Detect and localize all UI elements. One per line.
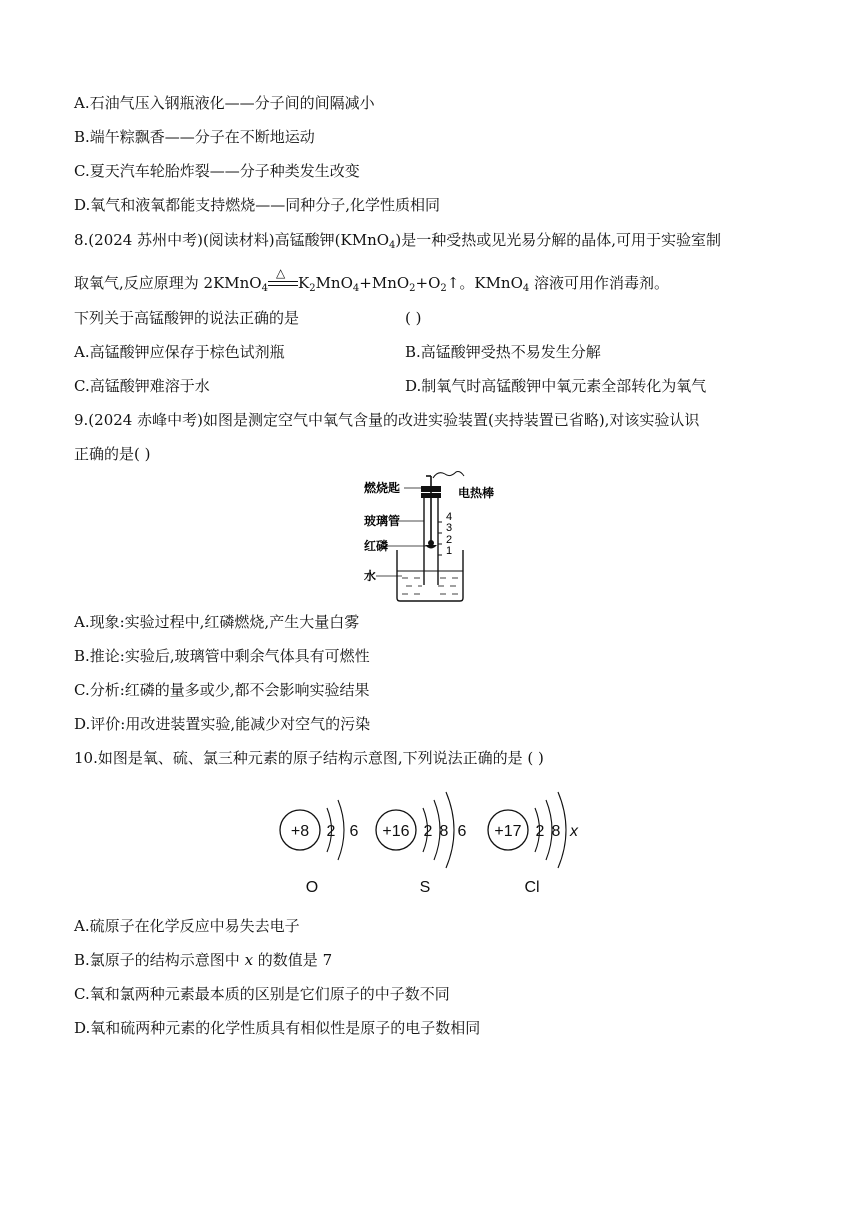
atom-s-symbol: S xyxy=(419,879,431,896)
q10-option-c: C.氧和氯两种元素最本质的区别是它们原子的中子数不同 xyxy=(74,985,450,1003)
q10-option-b: B.氯原子的结构示意图中 x 的数值是 7 xyxy=(74,951,333,969)
q8-stem-line2: 取氧气,反应原理为 2KMnO$_4$ △ $K_2MnO_4+MnO_2+O_2↑$。KMnO$_4$ 溶液可用作消毒剂。 xyxy=(74,273,669,293)
heat-equal-sign xyxy=(268,266,298,291)
q10-stem: 10.如图是氧、硫、氯三种元素的原子结构示意图,下列说法正确的是 ( ) xyxy=(74,749,544,767)
q9-stem-line2: 正确的是( ) xyxy=(74,445,151,463)
q7-option-d: D.氧气和液氧都能支持燃烧——同种分子,化学性质相同 xyxy=(74,196,441,214)
variable-x: x xyxy=(244,951,254,969)
q8-prompt: 下列关于高锰酸钾的说法正确的是 xyxy=(74,309,300,327)
q8-answer-paren: ( ) xyxy=(405,309,422,327)
atom-o-shell-2: 6 xyxy=(349,823,359,840)
q9-option-a: A.现象:实验过程中,红磷燃烧,产生大量白雾 xyxy=(74,613,360,631)
q8-option-c: C.高锰酸钾难溶于水 xyxy=(74,377,210,395)
q10-option-a: A.硫原子在化学反应中易失去电子 xyxy=(74,917,300,935)
atom-s-nucleus: +16 xyxy=(382,823,410,840)
label-water: 水 xyxy=(364,569,377,583)
q9-stem-line1: 9.(2024 赤峰中考)如图是测定空气中氧气含量的改进实验装置(夹持装置已省略),对该实验认识 xyxy=(74,411,700,429)
atom-s-shell-2: 8 xyxy=(439,823,449,840)
q10-option-d: D.氧和硫两种元素的化学性质具有相似性是原子的电子数相同 xyxy=(74,1019,481,1037)
q8-option-b: B.高锰酸钾受热不易发生分解 xyxy=(405,343,601,361)
atom-o-nucleus: +8 xyxy=(290,823,310,840)
q10-atom-diagrams xyxy=(270,778,600,908)
scale-mark-3: 3 xyxy=(446,522,453,534)
atom-o-shell-1: 2 xyxy=(326,823,336,840)
atom-s-shell-1: 2 xyxy=(423,823,433,840)
q8-stem-line1: 8.(2024 苏州中考)(阅读材料)高锰酸钾(KMnO$_4$)是一种受热或见光易分解的晶体,可用于实验室制 xyxy=(74,231,722,251)
q8-option-a: A.高锰酸钾应保存于棕色试剂瓶 xyxy=(74,343,285,361)
atom-s-shell-3: 6 xyxy=(457,823,467,840)
q9-option-c: C.分析:红磷的量多或少,都不会影响实验结果 xyxy=(74,681,370,699)
scale-mark-1: 1 xyxy=(446,545,453,557)
q7-option-b: B.端午粽飘香——分子在不断地运动 xyxy=(74,128,315,146)
scale-mark-2: 2 xyxy=(446,534,453,546)
label-phosphorus: 红磷 xyxy=(364,539,389,553)
label-heater: 电热棒 xyxy=(458,486,495,500)
atom-o-symbol: O xyxy=(305,879,319,896)
q9-option-b: B.推论:实验后,玻璃管中剩余气体具有可燃性 xyxy=(74,647,370,665)
q9-apparatus-figure xyxy=(360,470,520,605)
heat-symbol: △ xyxy=(275,266,286,280)
q7-option-c: C.夏天汽车轮胎炸裂——分子种类发生改变 xyxy=(74,162,360,180)
atom-cl-shell-3: x xyxy=(570,823,578,840)
scale-mark-4: 4 xyxy=(446,511,453,523)
atom-cl-shell-2: 8 xyxy=(551,823,561,840)
label-tube: 玻璃管 xyxy=(364,514,401,528)
q7-option-a: A.石油气压入钢瓶液化——分子间的间隔减小 xyxy=(74,94,375,112)
atom-cl-shell-1: 2 xyxy=(535,823,545,840)
q9-option-d: D.评价:用改进装置实验,能减少对空气的污染 xyxy=(74,715,371,733)
q8-option-d: D.制氧气时高锰酸钾中氧元素全部转化为氧气 xyxy=(405,377,707,395)
label-spoon: 燃烧匙 xyxy=(364,481,401,495)
atom-cl-nucleus: +17 xyxy=(494,823,522,840)
atom-cl-symbol: Cl xyxy=(524,879,540,896)
